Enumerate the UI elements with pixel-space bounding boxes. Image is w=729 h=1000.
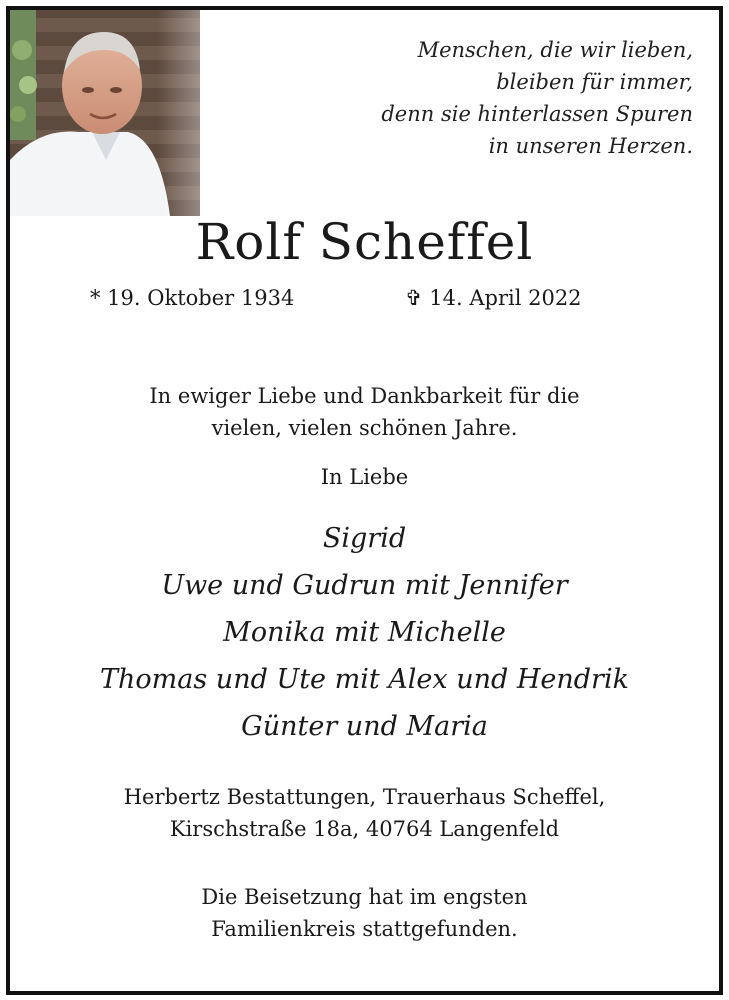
mourner-entry: Thomas und Ute mit Alex und Hendrik (100, 664, 629, 695)
death-date: ✞ 14. April 2022 (405, 286, 582, 310)
portrait-photo (10, 10, 200, 216)
burial-note (10, 881, 719, 945)
quote-line: denn sie hinterlassen Spuren (381, 102, 693, 126)
birth-date: * 19. Oktober 1934 (90, 286, 295, 310)
funeral-home-address (10, 781, 719, 845)
mourners-list (10, 515, 719, 750)
mourner-entry: Uwe und Gudrun mit Jennifer (161, 570, 568, 601)
address-line: Herbertz Bestattungen, Trauerhaus Scheffel, (123, 785, 606, 809)
dedication-line: vielen, vielen schönen Jahre. (211, 416, 518, 440)
in-love-label: In Liebe (320, 465, 409, 489)
address-line: Kirschstraße 18a, 40764 Langenfeld (169, 817, 560, 841)
dedication-text (10, 380, 719, 444)
mourner-entry: Sigrid (322, 523, 407, 554)
memorial-quote (381, 34, 693, 162)
obituary-card (6, 6, 723, 995)
burial-line: Familienkreis stattgefunden. (211, 917, 518, 941)
deceased-name: Rolf Scheffel (195, 213, 534, 271)
mourner-entry: Monika mit Michelle (223, 617, 506, 648)
dedication-line: In ewiger Liebe und Dankbarkeit für die (149, 384, 580, 408)
quote-line: bleiben für immer, (496, 70, 693, 94)
quote-line: Menschen, die wir lieben, (417, 38, 693, 62)
mourner-entry: Günter und Maria (241, 711, 488, 742)
quote-line: in unseren Herzen. (488, 134, 693, 158)
burial-line: Die Beisetzung hat im engsten (201, 885, 528, 909)
